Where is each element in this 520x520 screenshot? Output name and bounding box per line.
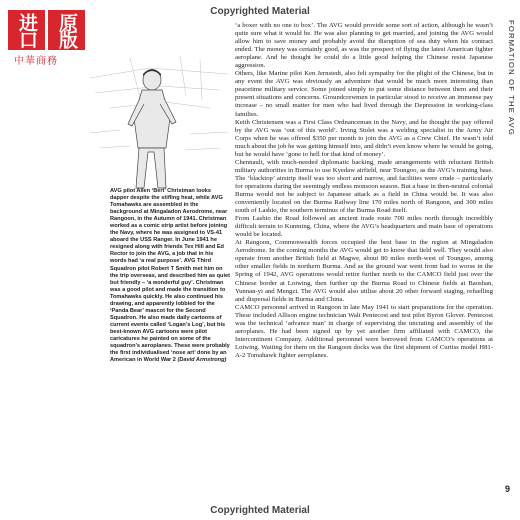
badge-char-right: 原版 <box>48 10 85 50</box>
publisher-badge <box>8 10 86 67</box>
paragraph: At Rangoon, Commonwealth forces occupied the best base in the region at Mingaladon Aerodrome. In the coming months the AVG would get to know that field well. They would also operate from another British field at Magwe, about 80 miles north-west of Toungoo, among other smaller fields in northern Burma. And as the ground war went from bad to worse in the Spring of 1942, AVG operations would retire further north to the CAMCO field just over the Chinese border at Loiwing, then further up the Burma Road to Chinese fields at Baoshan, Yunnan-yi and Mengzi. The AVG would also utilise about 20 other forward staging, refuelling and dispersal fields in Burma and China. <box>235 239 493 303</box>
body-text <box>235 22 493 360</box>
page-number: 9 <box>504 484 510 494</box>
caption-credit: (David Armstrong) <box>177 357 227 364</box>
pilot-illustration <box>90 38 228 200</box>
paragraph: Chennault, with much-needed diplomatic backing, made arrangements with reluctant British military authorities in Burma to use Kyedaw airfield, near Toungoo, as the AVG’s training base. The ‘blacktop’ airstrip itself was too short and narrow, and facilities were crude – particularly for operations during the seemingly endless monsoon season. But a base in then-neutral colonial Burma would not be subject to Japanese attack as a field in China would be. It was also conveniently located on the Burma Railway line 170 miles north of Rangoon, and 300 miles south of Lashio, the southern terminus of the Burma Road itself. <box>235 158 493 215</box>
section-title: FORMATION OF THE AVG <box>507 20 516 136</box>
badge-subtitle: 中華商務 <box>14 56 58 67</box>
badge-char-left: 进口 <box>8 10 45 50</box>
paragraph: CAMCO personnel arrived in Rangoon in late May 1941 to start preparations for the operation. These included Allison engine technician Walt Pentecost and test pilot Byron Glover. Pentecost was the technical ‘advance man’ in charge of supervising the uncrating and assembly of the aeroplanes. He had been signed up by yet another firm affiliated with CAMCO, the Intercontinent Company. Additional personnel were borrowed from CAMCO’s operations at Loiwing. Waiting for them on the Rangoon docks was the first shipment of Curtiss model H81-A-2 Tomahawk fighter aeroplanes. <box>235 303 493 359</box>
header-copyright: Copyrighted Material <box>210 6 310 17</box>
photo-caption <box>110 188 230 364</box>
paragraph: From Lashio the Road followed an ancient trade route 700 miles north through incredibly difficult terrain to Kunming, China, where the AVG’s headquarters and main base of operations would be located. <box>235 215 493 239</box>
paragraph: Others, like Marine pilot Ken Jernstedt, also felt sympathy for the plight of the Chinese, but in any event the AVG was obviously an adventure that would be much more interesting than peacetime military service. Some joined simply to put some distance between them and their present situations and concerns. Groundcrewmen in particular stood to receive an immense pay increase – no small matter for men who had lived through the Depression in working-class families. <box>235 70 493 118</box>
caption-text: AVG pilot Allen ‘Bert’ Christman looks dapper despite the stifling heat, while AVG Tomahawks are assembled in the background at Mingaladon Aerodrome, near Rangoon, in the Autumn of 1941. Christman worked as a comic strip artist before joining the Navy, where he was assigned to VS-41 aboard the USS Ranger. In June 1941 he resigned along with friends Tex Hill and Ed Rector to join the AVG, a job that in his words had ‘a real purpose’. AVG Third Squadron pilot Robert T Smith met him on the trip overseas, and described him as quiet but friendly – ‘a wonderful guy’. Christman was a good pilot and made the transition to Tomahawks quickly. He also continued his drawing, and apparently lobbied for the ‘Panda Bear’ mascot for the Second Squadron. He also made daily cartoons of current events called ‘Logan’s Log’, but his best-known AVG cartoons were pilot caricatures he painted on some of the squadron’s aeroplanes. These were probably the first individualised ‘nose art’ done by an American in World War 2 <box>110 188 230 364</box>
footer-copyright: Copyrighted Material <box>210 505 310 516</box>
paragraph: Keith Christensen was a First Class Ordnanceman in the Navy, and he thought the pay offered by the AVG was ‘out of this world’. Irving Stolet was a welding specialist in the Army Air Corps when he was offered $350 per month to join the AVG as a Crew Chief. He wasn’t told much about the job he was getting himself into, and didn’t even know where he would be going, but he would have ‘gone to hell for that kind of money’. <box>235 118 493 158</box>
paragraph: ‘a boxer with no one to box’. The AVG would provide some sort of action, although he wasn’t quite sure what it would be. He was also planning to get married, and joining the AVG would allow him to save money and probably avoid the disruption of sea duty when his contract ended. The money was certainly good, as was the prospect of flying the latest American fighter aeroplane. And he thought he could do a little good helping the Chinese resist Japanese aggression. <box>235 22 493 70</box>
